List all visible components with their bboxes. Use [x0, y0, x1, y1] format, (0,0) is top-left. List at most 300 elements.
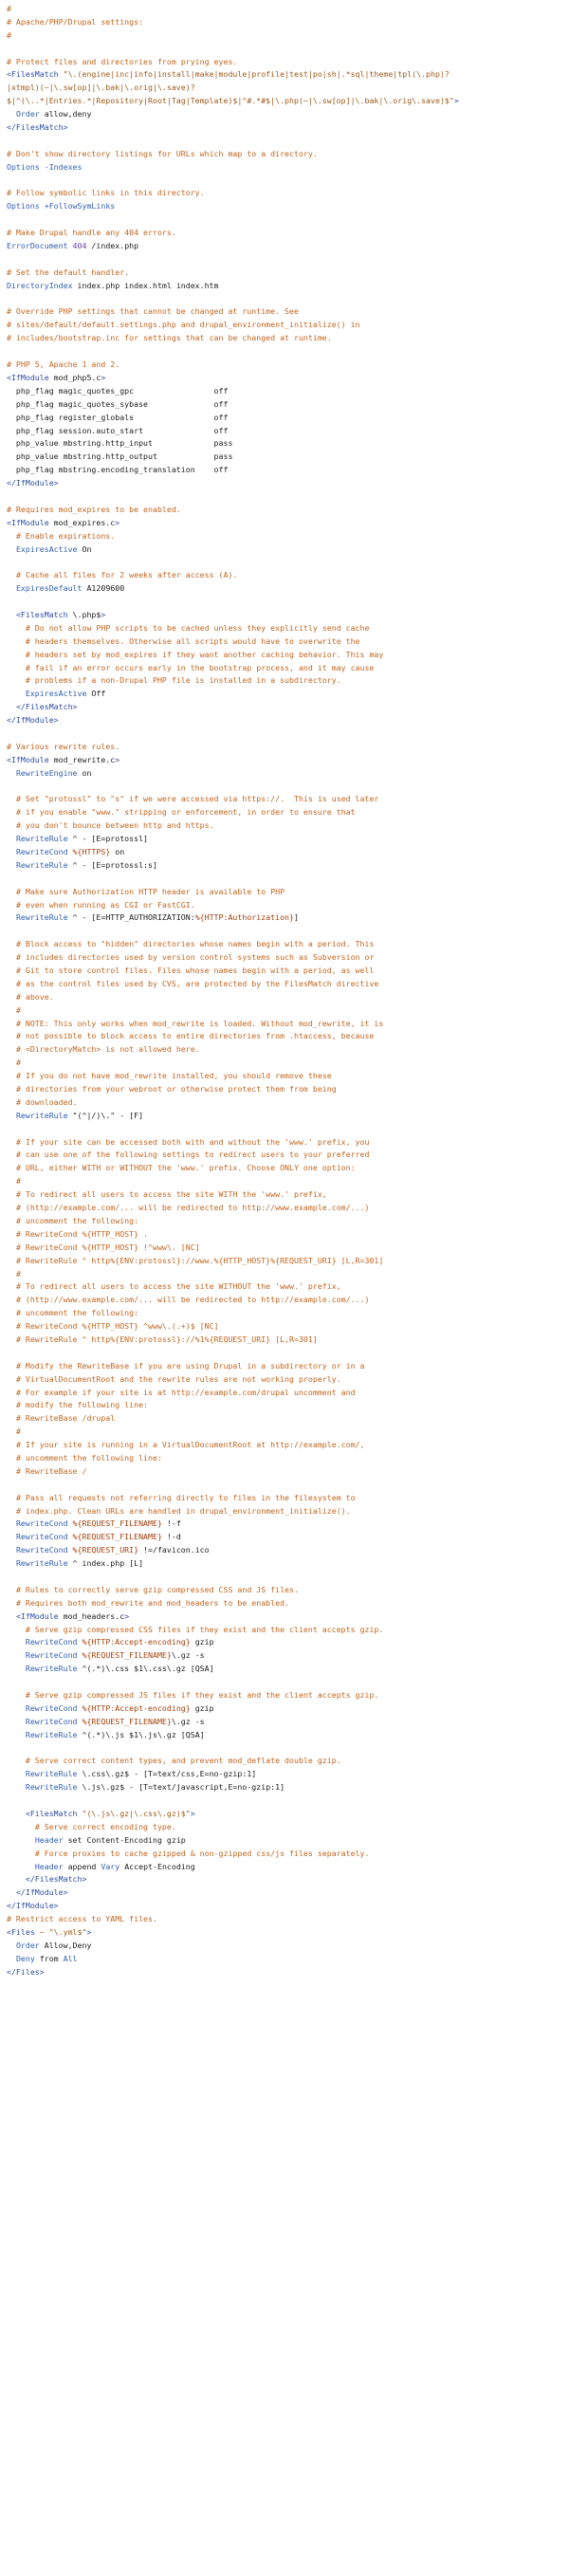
code-token-plain	[7, 1361, 16, 1371]
code-token-plain	[7, 820, 16, 830]
code-token-kw: -Indexes	[44, 161, 83, 172]
code-token-comment: # modify the following line:	[15, 1400, 149, 1410]
code-token-plain	[7, 1625, 26, 1634]
code-line	[7, 1649, 569, 1663]
code-token-kw: Vary	[101, 1861, 120, 1871]
code-token-plain	[7, 1413, 16, 1423]
code-token-tag: </IfModule>	[7, 1901, 59, 1911]
code-token-plain: ^(.*)\.css $1\.css\.gz [QSA]	[77, 1664, 214, 1674]
code-line	[7, 56, 569, 69]
code-token-plain: \.js\.gz$ - [T=text/javascript,E=no-gzip:1]	[77, 1782, 285, 1793]
code-token-var: %{HTTP:Accept-encoding}	[82, 1637, 191, 1647]
code-token-plain	[7, 887, 16, 896]
code-token-plain: mod_headers.c	[63, 1610, 125, 1621]
code-token-plain	[7, 1071, 16, 1080]
code-line	[7, 781, 569, 794]
code-token-tag: <FilesMatch	[7, 69, 64, 80]
code-token-plain: Allow,Deny	[39, 1940, 92, 1950]
code-token-plain	[7, 570, 16, 580]
code-token-plain	[7, 1769, 26, 1778]
code-token-plain	[7, 1650, 26, 1660]
code-token-comment: # downloaded.	[15, 1096, 78, 1107]
code-token-plain	[7, 610, 16, 619]
code-token-plain	[7, 860, 16, 870]
code-token-plain	[7, 1281, 16, 1291]
code-line	[7, 556, 569, 569]
code-token-plain: !-d	[161, 1532, 181, 1542]
code-token-plain	[7, 1111, 16, 1120]
code-line	[7, 649, 569, 662]
code-line	[7, 846, 569, 859]
code-token-tag: <IfModule	[7, 754, 54, 764]
code-token-plain	[7, 1941, 16, 1950]
code-token-comment: # Requires mod_expires to be enabled.	[7, 504, 181, 514]
code-line	[7, 1571, 569, 1584]
code-token-tag: </FilesMatch>	[15, 702, 78, 712]
code-token-plain	[7, 1019, 16, 1028]
code-line	[7, 1242, 569, 1255]
code-token-plain: mod_php5.c	[53, 372, 101, 382]
code-line	[7, 253, 569, 267]
code-token-comment: # sites/default/default.settings.php and drupal_environment_initialize() in	[7, 320, 360, 330]
code-token-plain	[7, 966, 16, 975]
code-line	[7, 293, 569, 306]
code-token-plain	[7, 675, 26, 685]
code-token-plain: mod_rewrite.c	[53, 754, 116, 764]
code-line	[7, 925, 569, 938]
code-token-comment: # For example if your site is at http://example.com/drupal uncomment and	[15, 1387, 356, 1397]
code-token-comment: # RewriteBase /	[15, 1465, 87, 1476]
code-token-kw: RewriteRule	[25, 1769, 78, 1779]
code-line	[7, 1873, 569, 1886]
code-token-kw: Order	[15, 1940, 40, 1950]
code-token-plain	[7, 1809, 26, 1818]
code-token-plain	[7, 583, 16, 593]
code-token-tag: </IfModule>	[15, 1887, 68, 1898]
code-token-plain	[7, 979, 16, 988]
code-token-plain: ^ index.php [L]	[67, 1558, 144, 1569]
code-line	[7, 148, 569, 161]
code-token-comment: # directories from your webroot or otherwise protect them from being	[15, 1084, 337, 1095]
code-line	[7, 1610, 569, 1624]
code-token-plain: on	[77, 767, 92, 778]
code-line	[7, 1149, 569, 1162]
code-token-kw: +FollowSymLinks	[44, 201, 116, 212]
code-token-plain	[7, 663, 26, 672]
code-token-plain	[7, 912, 16, 922]
code-token-comment: #	[15, 1426, 21, 1437]
code-line	[7, 991, 569, 1004]
code-token-tag: >	[115, 754, 120, 764]
code-line	[7, 899, 569, 912]
code-line	[7, 1544, 569, 1557]
code-token-comment: # Set the default handler.	[7, 267, 130, 277]
code-line	[7, 635, 569, 649]
code-line	[7, 1018, 569, 1031]
code-line	[7, 305, 569, 319]
code-line	[7, 1320, 569, 1334]
code-line	[7, 1387, 569, 1400]
code-token-str: ~ "\.yml$"	[39, 1927, 87, 1938]
code-line	[7, 1215, 569, 1228]
code-token-kw: ExpiresActive	[15, 543, 78, 554]
code-token-plain	[7, 1137, 16, 1147]
code-token-comment: # If your site is running in a VirtualDocumentRoot at http://example.com/,	[15, 1440, 365, 1450]
code-token-str: $|^(\..*|Entries.*|Repository|Root|Tag|Template)$|^#.*#$|\.php(~|\.sw[op]|\.bak|\.orig\.save)$"	[7, 96, 454, 106]
code-token-plain	[7, 794, 16, 803]
code-line	[7, 569, 569, 582]
code-token-str: |xtmpl)(~|\.sw[op]|\.bak|\.orig|\.save)?	[7, 83, 195, 93]
code-token-plain: ]	[294, 912, 299, 923]
code-line	[7, 1334, 569, 1347]
code-line	[7, 543, 569, 557]
code-token-kw: RewriteRule	[15, 912, 68, 923]
code-token-plain	[7, 1163, 16, 1172]
code-line	[7, 688, 569, 701]
code-token-comment: # even when running as CGI or FastCGI.	[15, 899, 195, 910]
code-token-comment: # index.php. Clean URLs are handled in drupal_environment_initialize().	[15, 1505, 351, 1516]
code-token-plain	[7, 1005, 16, 1015]
code-line	[7, 108, 569, 121]
code-token-plain	[7, 1044, 16, 1054]
code-token-kw: RewriteCond	[25, 1650, 78, 1661]
code-line	[7, 1663, 569, 1676]
code-line	[7, 622, 569, 635]
code-token-plain	[7, 1518, 16, 1528]
code-token-kw: RewriteCond	[15, 847, 68, 856]
code-line	[7, 1557, 569, 1571]
code-token-plain: allow,deny	[39, 109, 92, 120]
code-line	[7, 1702, 569, 1716]
code-line	[7, 1821, 569, 1834]
code-line	[7, 1294, 569, 1307]
code-token-var: %{REQUEST_URI}	[72, 1545, 139, 1555]
code-token-plain	[7, 847, 16, 856]
code-token-kw: RewriteCond	[15, 1518, 68, 1529]
code-token-tag: <FilesMatch	[15, 609, 73, 619]
code-token-kw: All	[63, 1953, 78, 1963]
code-token-tag: <IfModule	[7, 517, 54, 527]
code-token-plain: php_flag magic_quotes_gpc off	[7, 385, 229, 396]
code-line	[7, 29, 569, 43]
code-line	[7, 1175, 569, 1188]
code-line	[7, 741, 569, 754]
code-line	[7, 95, 569, 108]
code-token-plain	[7, 1493, 16, 1502]
code-token-kw: ExpiresDefault	[15, 583, 83, 594]
code-token-kw: RewriteRule	[15, 834, 68, 844]
code-token-comment: # problems if a non-Drupal PHP file is installed in a subdirectory.	[25, 675, 341, 686]
code-token-plain: append	[63, 1861, 101, 1871]
code-token-comment: # Make Drupal handle any 404 errors.	[7, 228, 176, 238]
code-token-comment: # can use one of the following settings to redirect users to your preferred	[15, 1150, 370, 1160]
code-line	[7, 1123, 569, 1136]
code-token-plain	[7, 1295, 16, 1304]
code-token-comment: # Serve correct encoding type.	[34, 1821, 176, 1831]
code-token-plain	[7, 1216, 16, 1225]
code-line	[7, 1004, 569, 1018]
code-token-plain: php_flag mbstring.encoding_translation off	[7, 465, 229, 475]
code-token-comment: # you don't bounce between http and https.	[15, 820, 214, 831]
code-line	[7, 1584, 569, 1597]
code-token-plain: php_flag session.auto_start off	[7, 425, 229, 435]
code-token-kw: RewriteCond	[15, 1532, 68, 1542]
code-token-tag: <IfModule	[15, 1610, 64, 1621]
code-line	[7, 1900, 569, 1913]
code-line	[7, 1953, 569, 1966]
code-line	[7, 1768, 569, 1781]
code-token-plain: php_flag register_globals off	[7, 412, 229, 422]
code-token-tag: </FilesMatch>	[25, 1874, 87, 1885]
code-token-comment: #	[15, 1004, 21, 1015]
code-token-num: 404	[72, 241, 87, 251]
code-token-kw: Header	[34, 1861, 64, 1871]
code-line	[7, 1834, 569, 1848]
code-token-plain	[7, 807, 16, 817]
code-line	[7, 873, 569, 886]
code-token-comment: # uncomment the following:	[15, 1215, 139, 1225]
code-token-tag: <FilesMatch	[25, 1809, 83, 1819]
code-line	[7, 1966, 569, 1979]
code-line	[7, 1255, 569, 1268]
code-line	[7, 886, 569, 899]
code-token-kw: ExpiresActive	[25, 689, 87, 699]
code-line	[7, 451, 569, 464]
code-token-plain	[7, 1058, 16, 1067]
code-token-plain	[7, 1189, 16, 1199]
code-line	[7, 701, 569, 714]
code-token-plain	[7, 623, 26, 633]
code-token-plain: gzip	[190, 1702, 214, 1713]
code-token-comment: # Follow symbolic links in this directory.	[7, 188, 205, 198]
code-token-comment: # Requires both mod_rewrite and mod_headers to be enabled.	[15, 1597, 290, 1608]
code-line	[7, 1636, 569, 1649]
code-token-plain	[7, 1849, 35, 1858]
code-token-comment: # Don't show directory listings for URLs which map to a directory.	[7, 148, 318, 158]
code-token-plain	[7, 689, 26, 698]
code-line	[7, 1479, 569, 1492]
code-token-plain	[7, 1466, 16, 1476]
code-token-comment: # VirtualDocumentRoot and the rewrite rules are not working properly.	[15, 1373, 341, 1384]
code-token-plain	[7, 636, 26, 646]
code-line	[7, 319, 569, 332]
code-token-plain	[7, 1756, 26, 1765]
code-line	[7, 1808, 569, 1821]
code-line	[7, 609, 569, 622]
code-token-plain	[7, 1664, 26, 1673]
code-line	[7, 965, 569, 978]
code-token-plain	[7, 1242, 16, 1252]
code-line	[7, 833, 569, 846]
code-line	[7, 477, 569, 490]
code-token-comment: # Git to store control files. Files whose names begin with a period, as well	[15, 966, 375, 976]
code-line	[7, 82, 569, 95]
code-token-comment: # Apache/PHP/Drupal settings:	[7, 16, 144, 27]
code-line	[7, 1110, 569, 1123]
code-token-comment: # Various rewrite rules.	[7, 741, 120, 751]
code-line	[7, 43, 569, 56]
code-line	[7, 1794, 569, 1808]
code-line	[7, 1597, 569, 1610]
code-token-plain	[7, 1176, 16, 1186]
code-token-comment: # If you do not have mod_rewrite installed, you should remove these	[15, 1071, 332, 1081]
code-token-tag: </FilesMatch>	[7, 122, 68, 133]
code-token-plain	[7, 1229, 16, 1239]
code-token-plain	[7, 702, 16, 711]
code-token-plain	[7, 1717, 26, 1726]
code-token-plain: Accept-Encoding	[119, 1861, 195, 1871]
code-token-kw: RewriteCond	[15, 1545, 68, 1555]
code-token-plain: On	[77, 543, 92, 554]
code-token-plain	[7, 1954, 16, 1963]
code-token-plain	[7, 992, 16, 1002]
code-token-comment: # To redirect all users to access the site WITHOUT the 'www.' prefix,	[15, 1281, 341, 1292]
code-line	[7, 1676, 569, 1689]
code-line	[7, 332, 569, 345]
code-line	[7, 1452, 569, 1465]
code-token-kw: ErrorDocument	[7, 241, 68, 251]
code-token-comment: #	[7, 4, 11, 13]
code-line	[7, 345, 569, 359]
code-token-kw: Order	[15, 109, 40, 120]
code-line	[7, 1083, 569, 1096]
code-line	[7, 517, 569, 530]
code-token-tag: >	[115, 517, 120, 527]
code-line	[7, 1940, 569, 1953]
code-line	[7, 267, 569, 280]
code-token-plain	[7, 1887, 16, 1897]
code-line	[7, 1030, 569, 1043]
code-line	[7, 359, 569, 372]
code-line	[7, 16, 569, 29]
code-line	[7, 793, 569, 806]
code-token-comment: # Serve gzip compressed CSS files if they exist and the client accepts gzip.	[25, 1624, 384, 1634]
code-line	[7, 582, 569, 596]
code-token-plain	[7, 1308, 16, 1317]
code-line	[7, 1070, 569, 1083]
code-line	[7, 1268, 569, 1281]
code-token-plain	[7, 1334, 16, 1344]
code-line	[7, 978, 569, 991]
code-line	[7, 175, 569, 188]
code-token-comment: # NOTE: This only works when mod_rewrite is loaded. Without mod_rewrite, it is	[15, 1018, 384, 1028]
code-token-comment: # Restrict access to YAML files.	[7, 1914, 157, 1924]
code-token-plain: php_flag magic_quotes_sybase off	[7, 398, 229, 409]
code-token-var: %{REQUEST_FILENAME}	[72, 1532, 162, 1542]
code-token-comment: #	[15, 1176, 21, 1187]
code-line	[7, 135, 569, 148]
code-token-plain: "(^|/)\." - [F]	[67, 1110, 144, 1120]
code-line	[7, 1465, 569, 1479]
code-token-tag: >	[190, 1809, 195, 1819]
code-line	[7, 1202, 569, 1215]
code-token-comment: # Rules to correctly serve gzip compressed CSS and JS files.	[15, 1584, 299, 1594]
code-token-plain	[7, 1256, 16, 1265]
code-token-plain	[7, 900, 16, 910]
code-token-comment: # RewriteCond %{HTTP_HOST} !^www\. [NC]	[15, 1242, 200, 1252]
code-token-plain: \.gz -s	[171, 1650, 205, 1661]
code-token-comment: # RewriteCond %{HTTP_HOST} ^www\.(.+)$ [NC]	[15, 1321, 219, 1332]
code-token-plain	[7, 768, 16, 778]
code-token-comment: # uncomment the following:	[15, 1308, 139, 1318]
code-token-plain: !=/favicon.ico	[138, 1545, 210, 1555]
code-token-comment: # if you enable "www." stripping or enforcement, in order to ensure that	[15, 807, 356, 818]
code-token-kw: Header	[34, 1834, 64, 1845]
code-line	[7, 662, 569, 675]
code-token-comment: # as the control files used by CVS, are protected by the FilesMatch directive	[15, 978, 379, 988]
code-token-plain	[7, 1031, 16, 1040]
code-token-plain	[7, 1874, 26, 1884]
code-token-comment: # above.	[15, 991, 54, 1002]
code-token-kw: DirectoryIndex	[7, 280, 73, 290]
code-token-plain	[7, 1374, 16, 1384]
code-token-plain	[7, 1097, 16, 1107]
code-token-plain: A1209600	[82, 583, 125, 594]
code-token-comment: #	[7, 29, 11, 40]
code-token-plain	[7, 1611, 16, 1621]
code-token-plain	[7, 1440, 16, 1449]
code-line	[7, 727, 569, 741]
code-token-plain	[7, 1400, 16, 1409]
code-token-plain: php_value mbstring.http_input pass	[7, 438, 233, 449]
code-line	[7, 1096, 569, 1110]
code-line	[7, 240, 569, 253]
code-token-plain	[7, 1453, 16, 1463]
code-token-plain	[7, 531, 16, 541]
code-token-plain	[7, 834, 16, 843]
code-line	[7, 187, 569, 200]
code-line	[7, 161, 569, 175]
code-token-comment: #	[15, 1058, 21, 1068]
code-token-comment: # includes/bootstrap.inc for settings that can be changed at runtime.	[7, 333, 332, 343]
code-token-tag: </IfModule>	[7, 478, 59, 488]
code-line	[7, 504, 569, 517]
code-line	[7, 68, 569, 82]
code-line	[7, 398, 569, 412]
code-token-comment: #	[15, 1268, 21, 1279]
code-token-comment: # RewriteRule ^ http%{ENV:protossl}://%1%{REQUEST_URI} [L,R=301]	[15, 1334, 318, 1344]
code-token-comment: # If your site can be accessed both with and without the 'www.' prefix, you	[15, 1136, 370, 1147]
code-token-plain	[7, 1822, 35, 1831]
code-token-tag: >	[101, 372, 106, 382]
code-line	[7, 1755, 569, 1768]
code-token-plain	[7, 650, 26, 659]
code-line	[7, 464, 569, 477]
code-line	[7, 530, 569, 543]
code-token-var: %{HTTP:Authorization}	[194, 912, 294, 923]
code-line	[7, 806, 569, 819]
code-token-plain	[7, 1545, 16, 1555]
code-token-kw: RewriteRule	[25, 1729, 78, 1739]
code-token-comment: # PHP 5, Apache 1 and 2.	[7, 359, 120, 370]
code-token-plain	[7, 1558, 16, 1568]
code-token-str: "(\.js\.gz|\.css\.gz)$"	[82, 1809, 191, 1819]
code-line	[7, 1399, 569, 1412]
code-token-comment: # (http://www.example.com/... will be redirected to http://example.com/...)	[15, 1295, 370, 1305]
code-token-comment: # (http://example.com/... will be redirected to http://www.example.com/...)	[15, 1203, 370, 1213]
code-token-comment: # URL, either WITH or WITHOUT the 'www.' prefix. Choose ONLY one option:	[15, 1163, 356, 1173]
code-line	[7, 714, 569, 727]
code-token-comment: # Cache all files for 2 weeks after access (A).	[15, 570, 238, 580]
code-token-var: %{REQUEST_FILENAME}	[82, 1716, 172, 1726]
code-token-kw: RewriteCond	[25, 1702, 78, 1713]
code-token-kw: RewriteEngine	[15, 767, 78, 778]
code-line	[7, 1426, 569, 1439]
code-token-plain	[7, 1598, 16, 1608]
code-token-plain	[7, 1269, 16, 1279]
code-token-plain	[7, 1703, 26, 1713]
code-token-plain	[7, 1203, 16, 1212]
